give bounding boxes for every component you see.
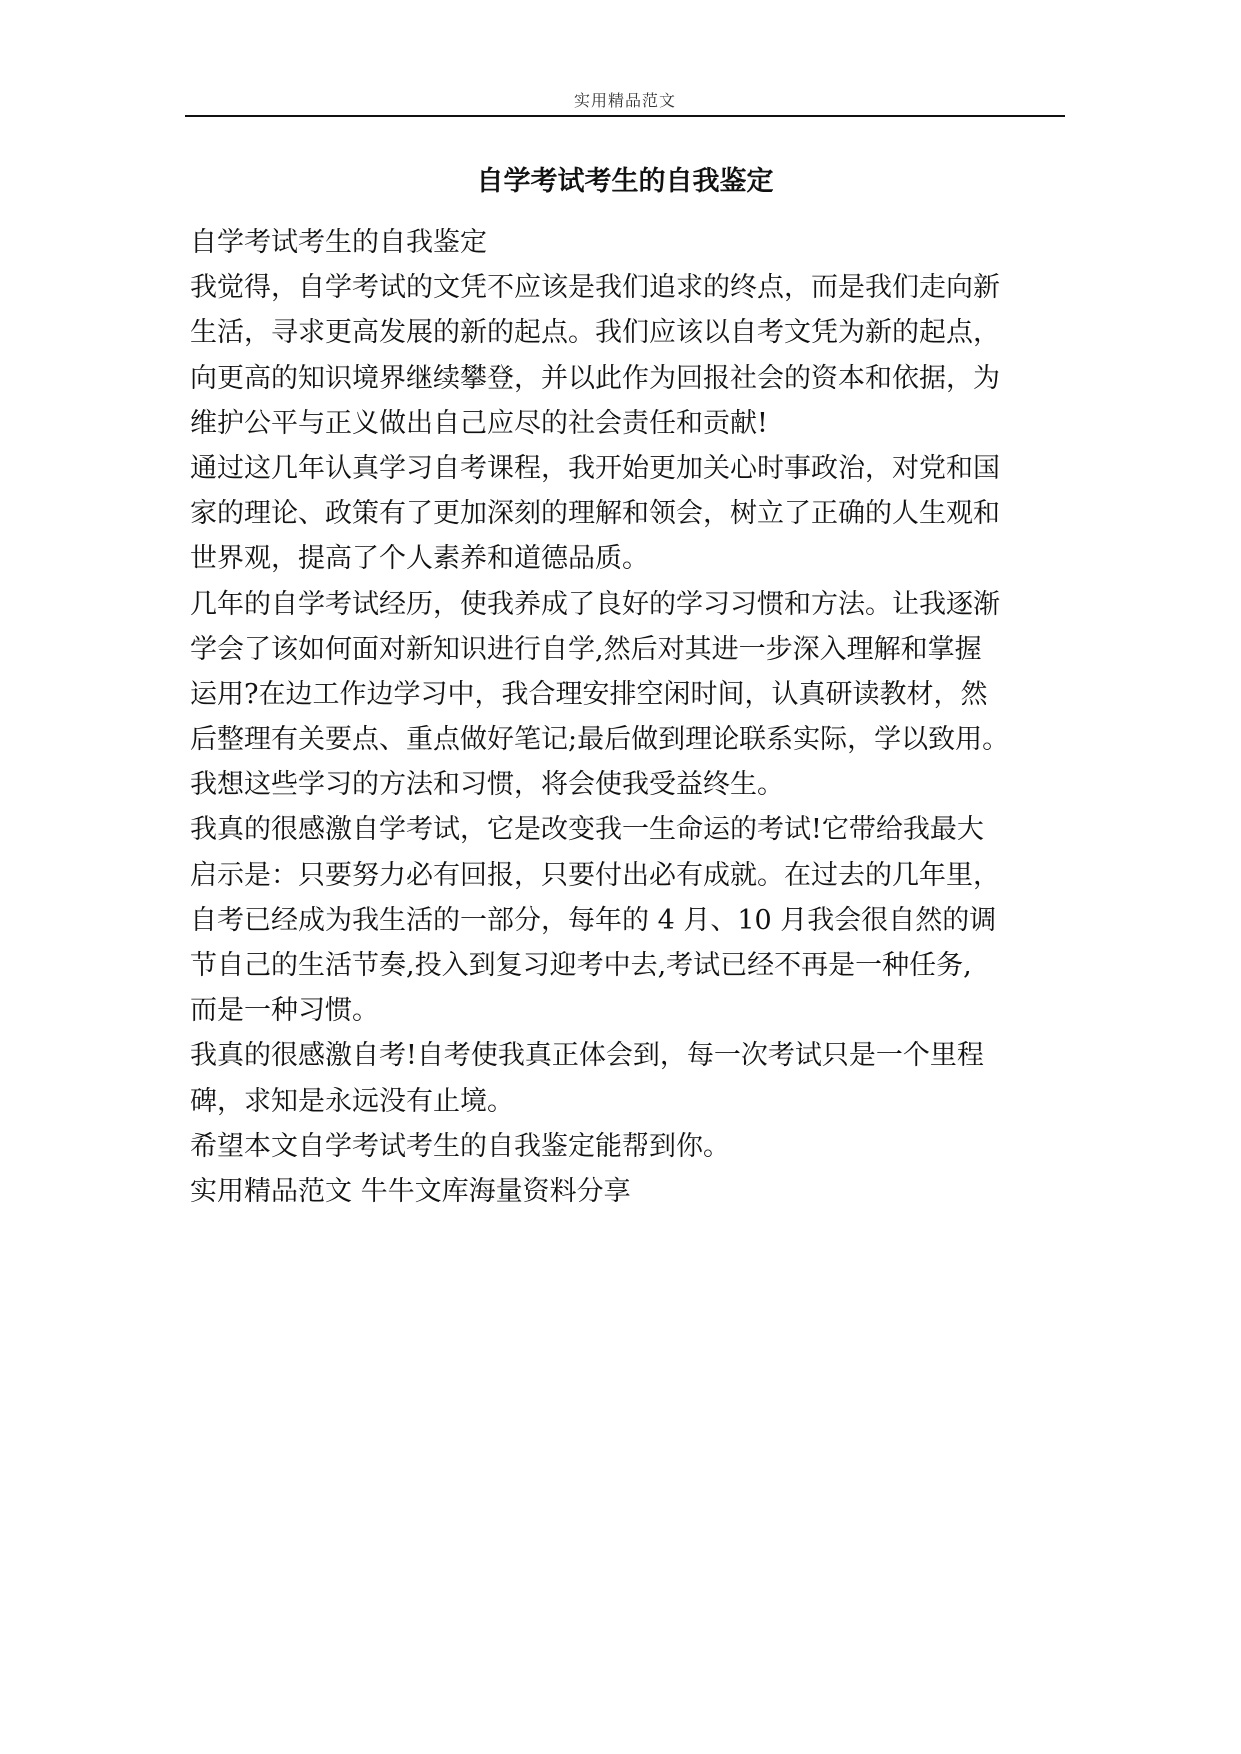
body-line: 自学考试考生的自我鉴定 — [190, 227, 487, 258]
body-line: 家的理论、政策有了更加深刻的理解和领会，树立了正确的人生观和 — [190, 498, 1000, 530]
body-line: 学会了该如何面对新知识进行自学,然后对其进一步深入理解和掌握 — [190, 633, 982, 665]
body-line: 几年的自学考试经历，使我养成了良好的学习习惯和方法。让我逐渐 — [190, 588, 1000, 620]
footer-line: 实用精品范文 牛牛文库海量资料分享 — [190, 1175, 631, 1207]
body-line: 希望本文自学考试考生的自我鉴定能帮到你。 — [190, 1130, 730, 1162]
body-line: 自考已经成为我生活的一部分，每年的 4 月、10 月我会很自然的调 — [190, 904, 997, 936]
body-line: 我想这些学习的方法和习惯，将会使我受益终生。 — [190, 769, 784, 801]
body-line: 世界观，提高了个人素养和道德品质。 — [190, 543, 649, 575]
body-line: 启示是：只要努力必有回报，只要付出必有成就。在过去的几年里， — [190, 859, 1000, 891]
body-line: 节自己的生活节奏,投入到复习迎考中去,考试已经不再是一种任务, — [190, 950, 972, 981]
body-line: 维护公平与正义做出自己应尽的社会责任和贡献! — [190, 407, 768, 439]
body-line: 我觉得，自学考试的文凭不应该是我们追求的终点，而是我们走向新 — [190, 272, 1000, 304]
document-body — [190, 220, 1066, 1214]
body-line: 后整理有关要点、重点做好笔记;最后做到理论联系实际，学以致用。 — [190, 724, 1010, 756]
body-line: 向更高的知识境界继续攀登，并以此作为回报社会的资本和依据，为 — [190, 362, 1000, 394]
header-divider — [185, 115, 1065, 117]
body-line: 生活，寻求更高发展的新的起点。我们应该以自考文凭为新的起点， — [190, 317, 1000, 349]
body-line: 而是一种习惯。 — [190, 995, 379, 1027]
document-title: 自学考试考生的自我鉴定 — [476, 166, 774, 197]
body-line: 运用?在边工作边学习中，我合理安排空闲时间，认真研读教材，然 — [190, 678, 988, 710]
body-line: 通过这几年认真学习自考课程，我开始更加关心时事政治，对党和国 — [190, 452, 1000, 484]
body-line: 我真的很感激自学考试，它是改变我一生命运的考试!它带给我最大 — [190, 814, 984, 846]
body-line: 我真的很感激自考!自考使我真正体会到，每一次考试只是一个里程 — [190, 1040, 984, 1072]
page-header: 实用精品范文 — [573, 91, 676, 110]
body-line: 碑，求知是永远没有止境。 — [190, 1085, 514, 1117]
